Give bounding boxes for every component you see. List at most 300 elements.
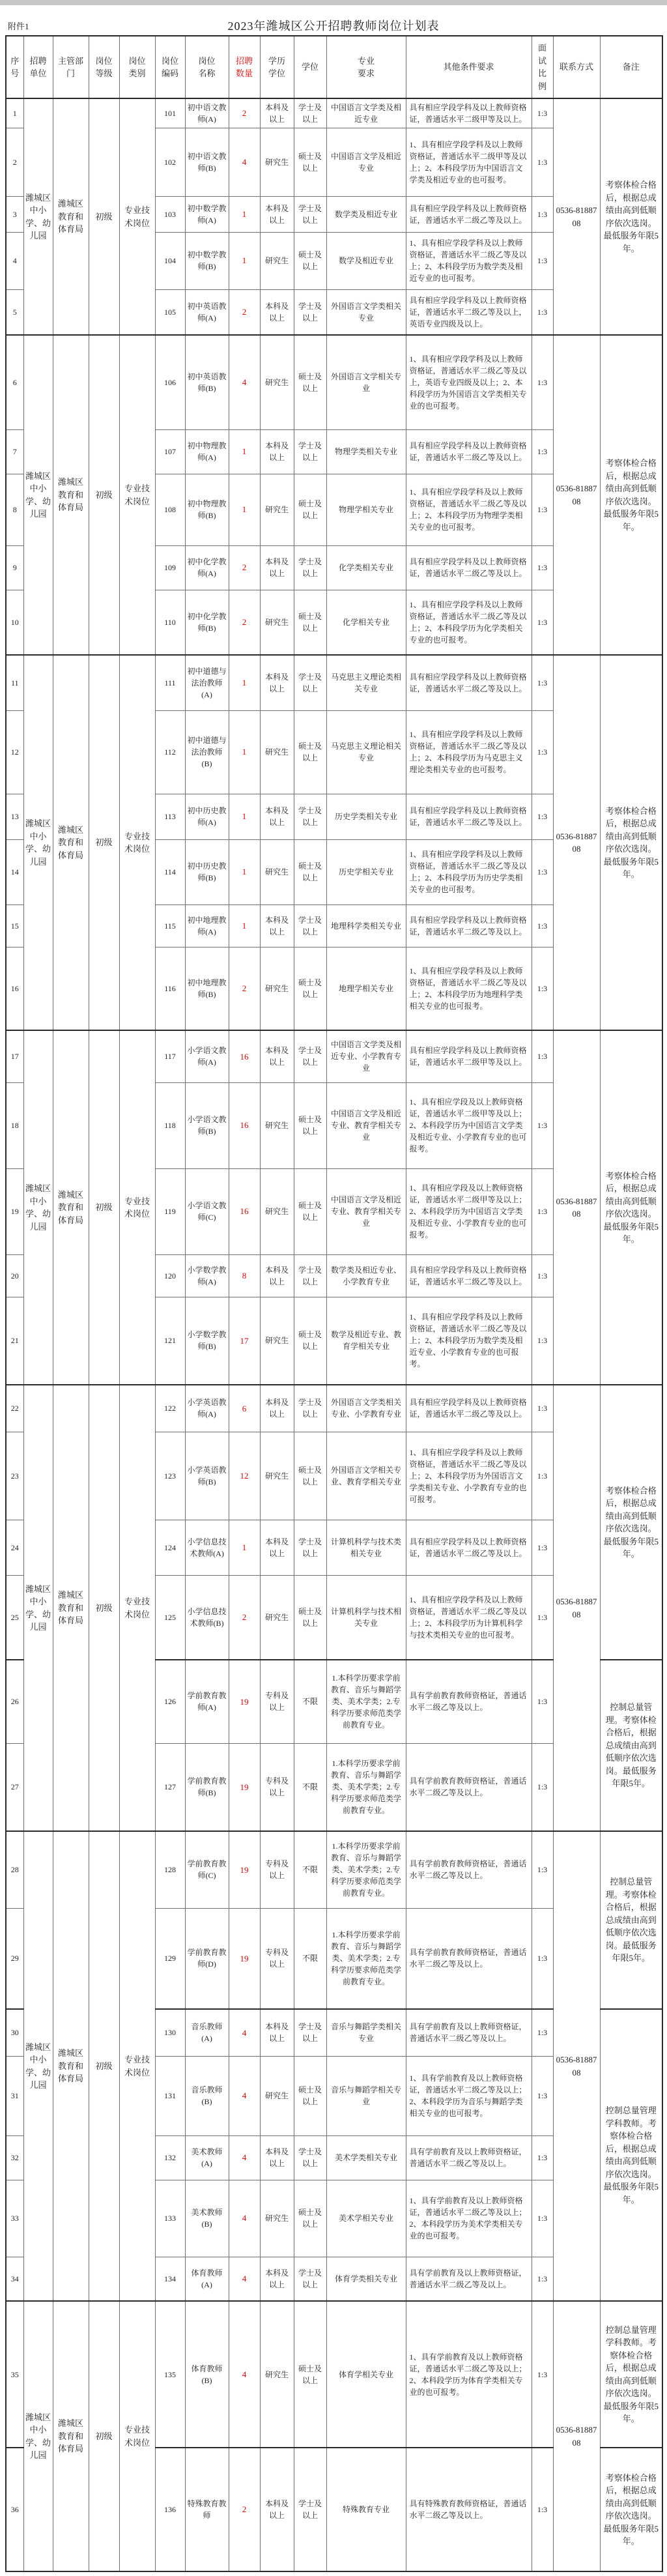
cell-major-requirement: 中国语言文学及相近专业、教育学相关专业 <box>326 1082 406 1168</box>
col-contact <box>553 36 600 98</box>
cell-other-requirements: 1、具有相应学段及以上教师资格证，普通话水平二级甲等及以上；2、本科段学历为中国语言文学类及相近专业、小学教育专业的也可报考。 <box>406 1168 532 1254</box>
cell-position-name: 小学信息技术教师(B) <box>185 1575 229 1660</box>
cell-interview-ratio: 1:3 <box>532 1297 553 1385</box>
cell-other-requirements: 1、具有相应学段学科及以上教师资格证，普通话水平二级乙等及以上；2、本科段学历为物理学类相关专业的也可报考。 <box>406 474 532 545</box>
cell-seq: 17 <box>6 1030 23 1082</box>
cell-interview-ratio: 1:3 <box>532 710 553 794</box>
cell-degree: 不限 <box>294 1743 326 1831</box>
cell-recruit-count: 1 <box>229 429 260 474</box>
cell-degree: 硕士及以上 <box>294 2056 326 2135</box>
cell-interview-ratio: 1:3 <box>532 196 553 232</box>
cell-seq: 26 <box>6 1660 23 1743</box>
cell-position-name: 初中地理教师(A) <box>185 904 229 947</box>
cell-interview-ratio: 1:3 <box>532 98 553 128</box>
cell-other-requirements: 具有相应学段学科及以上教师资格证，普通话水平二级乙等及以上。 <box>406 655 532 710</box>
cell-interview-ratio: 1:3 <box>532 947 553 1030</box>
cell-major-requirement: 特殊教育专业 <box>326 2448 406 2571</box>
cell-seq: 16 <box>6 947 23 1030</box>
cell-seq: 11 <box>6 655 23 710</box>
cell-major-requirement: 中国语言文学类及相近专业、小学教育专业 <box>326 1030 406 1082</box>
cell-degree: 硕士及以上 <box>294 232 326 289</box>
cell-position-code: 112 <box>155 710 185 794</box>
cell-major-requirement: 美术学相关专业 <box>326 2180 406 2257</box>
cell-recruit-count: 1 <box>229 794 260 839</box>
cell-position-name: 音乐教师(B) <box>185 2056 229 2135</box>
cell-recruit-count: 4 <box>229 2257 260 2301</box>
cell-other-requirements: 1、具有相应学段学科及以上教师资格证，普通话水平二级乙等及以上；2、本科段学历为历史学类相关专业的也可报考。 <box>406 839 532 904</box>
cell-position-name: 初中地理教师(B) <box>185 947 229 1030</box>
cell-major-requirement: 数学及相近专业、教育学相关专业 <box>326 1297 406 1385</box>
col-ratio-label: 面试比例 <box>537 43 546 91</box>
table-row <box>6 1831 662 1908</box>
cell-position-code: 129 <box>155 1908 185 2009</box>
cell-position-category: 专业技术岗位 <box>119 1831 155 2301</box>
cell-position-name: 初中道德与法治教师(B) <box>185 710 229 794</box>
cell-seq: 14 <box>6 839 23 904</box>
cell-contact-phone: 0536-8188708 <box>553 335 600 655</box>
cell-education: 专科及以上 <box>260 1908 294 2009</box>
cell-position-code: 128 <box>155 1831 185 1908</box>
cell-interview-ratio: 1:3 <box>532 2056 553 2135</box>
cell-seq: 2 <box>6 128 23 196</box>
cell-position-category: 专业技术岗位 <box>119 1385 155 1831</box>
cell-recruit-count: 4 <box>229 128 260 196</box>
cell-position-code: 125 <box>155 1575 185 1660</box>
cell-interview-ratio: 1:3 <box>532 289 553 335</box>
cell-recruit-count: 2 <box>229 289 260 335</box>
col-ratio <box>532 36 553 98</box>
cell-position-name: 初中历史教师(B) <box>185 839 229 904</box>
cell-other-requirements: 具有学前教育教师资格证，普通话水平二级乙等及以上。 <box>406 1908 532 2009</box>
cell-seq: 20 <box>6 1254 23 1297</box>
cell-other-requirements: 具有特殊教育教师资格证，普通话水平二级乙等及以上。 <box>406 2448 532 2571</box>
cell-position-name: 美术教师(B) <box>185 2180 229 2257</box>
col-seq <box>6 36 23 98</box>
col-category <box>119 36 155 98</box>
cell-education: 研究生 <box>260 1297 294 1385</box>
cell-other-requirements: 1、具有相应学段学科及以上教师资格证，普通话水平二级乙等及以上；2、本科段学历为数学类及相近专业、小学教育专业的也可报考。 <box>406 1297 532 1385</box>
cell-position-level: 初级 <box>89 2301 119 2571</box>
cell-recruit-count: 1 <box>229 1520 260 1575</box>
cell-other-requirements: 1、具有相应学段学科及以上教师资格证，普通话水平二级乙等及以上；2、本科段学历为地理科学类相关专业的也可报考。 <box>406 947 532 1030</box>
cell-education: 研究生 <box>260 474 294 545</box>
cell-major-requirement: 音乐与舞蹈学相关专业 <box>326 2056 406 2135</box>
cell-recruiting-unit: 潍城区中小学、幼儿园 <box>23 1831 53 2301</box>
cell-contact-phone: 0536-8188708 <box>553 1831 600 2301</box>
cell-position-code: 115 <box>155 904 185 947</box>
cell-position-code: 134 <box>155 2257 185 2301</box>
cell-interview-ratio: 1:3 <box>532 429 553 474</box>
cell-recruit-count: 1 <box>229 904 260 947</box>
cell-education: 本科及以上 <box>260 289 294 335</box>
cell-contact-phone: 0536-8188708 <box>553 98 600 335</box>
cell-degree: 学士及以上 <box>294 1254 326 1297</box>
cell-position-name: 小学英语教师(A) <box>185 1385 229 1432</box>
table-body <box>6 98 662 2571</box>
cell-interview-ratio: 1:3 <box>532 1743 553 1831</box>
cell-position-name: 初中化学教师(A) <box>185 545 229 590</box>
col-count-label: 招聘数量 <box>235 55 253 78</box>
cell-position-name: 体育教师(A) <box>185 2257 229 2301</box>
cell-degree: 硕士及以上 <box>294 947 326 1030</box>
cell-position-code: 106 <box>155 335 185 429</box>
cell-supervising-dept: 潍城区教育和体育局 <box>53 1385 89 1831</box>
cell-other-requirements: 具有相应学段学科及以上教师资格证，普通话水平二级乙等及以上。 <box>406 904 532 947</box>
cell-other-requirements: 具有学前教育教师资格证，普通话水平二级乙等及以上。 <box>406 1743 532 1831</box>
cell-interview-ratio: 1:3 <box>532 839 553 904</box>
cell-degree: 硕士及以上 <box>294 474 326 545</box>
cell-major-requirement: 地理科学类相关专业 <box>326 904 406 947</box>
cell-interview-ratio: 1:3 <box>532 2180 553 2257</box>
table-row <box>6 655 662 710</box>
cell-seq: 6 <box>6 335 23 429</box>
cell-education: 研究生 <box>260 335 294 429</box>
cell-degree: 学士及以上 <box>294 794 326 839</box>
title-bar <box>5 12 662 35</box>
cell-supervising-dept: 潍城区教育和体育局 <box>53 1831 89 2301</box>
cell-major-requirement: 1.本科学历要求学前教育、音乐与舞蹈学类、美术学类；2.专科学历要求师范类学前教育专业。 <box>326 1908 406 2009</box>
cell-position-name: 特殊教育教师 <box>185 2448 229 2571</box>
cell-recruit-count: 16 <box>229 1030 260 1082</box>
cell-interview-ratio: 1:3 <box>532 335 553 429</box>
cell-major-requirement: 1.本科学历要求学前教育、音乐与舞蹈学类、美术学类；2.专科学历要求师范类学前教育专业。 <box>326 1743 406 1831</box>
cell-education: 本科及以上 <box>260 98 294 128</box>
cell-position-name: 初中语文教师(B) <box>185 128 229 196</box>
cell-position-code: 122 <box>155 1385 185 1432</box>
cell-major-requirement: 化学类相关专业 <box>326 545 406 590</box>
cell-position-category: 专业技术岗位 <box>119 335 155 655</box>
cell-education: 研究生 <box>260 710 294 794</box>
cell-interview-ratio: 1:3 <box>532 1660 553 1743</box>
cell-education: 本科及以上 <box>260 1254 294 1297</box>
cell-degree: 学士及以上 <box>294 429 326 474</box>
cell-education: 本科及以上 <box>260 1385 294 1432</box>
cell-recruit-count: 16 <box>229 1082 260 1168</box>
cell-other-requirements: 1、具有相应学段学科及以上教师资格证，普通话水平二级乙等及以上，英语专业四级及以上；2、本科段学历为外国语言文学类相关专业的也可报考。 <box>406 335 532 429</box>
cell-position-code: 116 <box>155 947 185 1030</box>
cell-education: 本科及以上 <box>260 2135 294 2180</box>
cell-education: 研究生 <box>260 232 294 289</box>
cell-position-code: 136 <box>155 2448 185 2571</box>
cell-position-code: 113 <box>155 794 185 839</box>
cell-education: 研究生 <box>260 1432 294 1520</box>
cell-interview-ratio: 1:3 <box>532 590 553 655</box>
cell-position-category: 专业技术岗位 <box>119 2301 155 2571</box>
cell-interview-ratio: 1:3 <box>532 1432 553 1520</box>
cell-position-code: 123 <box>155 1432 185 1520</box>
cell-position-code: 126 <box>155 1660 185 1743</box>
cell-position-code: 121 <box>155 1297 185 1385</box>
cell-degree: 硕士及以上 <box>294 1082 326 1168</box>
cell-degree: 学士及以上 <box>294 655 326 710</box>
cell-recruiting-unit: 潍城区中小学、幼儿园 <box>23 98 53 335</box>
cell-position-name: 小学语文教师(C) <box>185 1168 229 1254</box>
cell-recruit-count: 2 <box>229 545 260 590</box>
cell-position-name: 学前教育教师(A) <box>185 1660 229 1743</box>
cell-major-requirement: 外国语言文学相关专业、教育学相关专业 <box>326 1432 406 1520</box>
cell-contact-phone: 0536-8188708 <box>553 655 600 1030</box>
col-seq-label: 序号 <box>10 55 20 78</box>
cell-supervising-dept: 潍城区教育和体育局 <box>53 335 89 655</box>
cell-seq: 1 <box>6 98 23 128</box>
cell-degree: 学士及以上 <box>294 2009 326 2056</box>
table-row <box>6 1030 662 1082</box>
cell-interview-ratio: 1:3 <box>532 2257 553 2301</box>
cell-position-name: 初中英语教师(A) <box>185 289 229 335</box>
cell-remark: 控制总量管理学科教师。考察体检合格后，根据总成绩由高到低顺序依次选岗。最低服务年限5年。 <box>600 2009 662 2301</box>
document-page <box>0 5 667 2576</box>
cell-seq: 31 <box>6 2056 23 2135</box>
cell-seq: 21 <box>6 1297 23 1385</box>
cell-major-requirement: 化学相关专业 <box>326 590 406 655</box>
cell-seq: 13 <box>6 794 23 839</box>
cell-position-name: 初中历史教师(A) <box>185 794 229 839</box>
cell-position-code: 127 <box>155 1743 185 1831</box>
cell-position-name: 学前教育教师(D) <box>185 1908 229 2009</box>
cell-major-requirement: 物理学相关专业 <box>326 474 406 545</box>
cell-education: 本科及以上 <box>260 196 294 232</box>
cell-interview-ratio: 1:3 <box>532 474 553 545</box>
cell-degree: 学士及以上 <box>294 2448 326 2571</box>
cell-position-code: 119 <box>155 1168 185 1254</box>
cell-education: 研究生 <box>260 2056 294 2135</box>
cell-seq: 27 <box>6 1743 23 1831</box>
cell-position-name: 体育教师(B) <box>185 2301 229 2448</box>
cell-degree: 硕士及以上 <box>294 2180 326 2257</box>
cell-recruit-count: 4 <box>229 2009 260 2056</box>
cell-major-requirement: 地理学相关专业 <box>326 947 406 1030</box>
cell-degree: 学士及以上 <box>294 1520 326 1575</box>
cell-major-requirement: 历史学类相关专业 <box>326 794 406 839</box>
cell-seq: 30 <box>6 2009 23 2056</box>
table-row <box>6 335 662 429</box>
cell-education: 研究生 <box>260 590 294 655</box>
cell-remark: 考察体检合格后，根据总成绩由高到低顺序依次选岗。最低服务年限5年。 <box>600 98 662 335</box>
cell-education: 研究生 <box>260 1168 294 1254</box>
col-code <box>155 36 185 98</box>
cell-major-requirement: 外国语言文学类相关专业 <box>326 289 406 335</box>
cell-major-requirement: 体育学类相关专业 <box>326 2257 406 2301</box>
cell-education: 本科及以上 <box>260 794 294 839</box>
cell-interview-ratio: 1:3 <box>532 1082 553 1168</box>
cell-position-level: 初级 <box>89 98 119 335</box>
cell-recruit-count: 1 <box>229 710 260 794</box>
cell-position-name: 初中英语教师(B) <box>185 335 229 429</box>
cell-education: 本科及以上 <box>260 655 294 710</box>
cell-seq: 8 <box>6 474 23 545</box>
cell-degree: 不限 <box>294 1660 326 1743</box>
cell-degree: 学士及以上 <box>294 2257 326 2301</box>
cell-other-requirements: 1、具有学前教育及以上教师资格证，普通话水平二级乙等及以上；2、本科段学历为体育学类相关专业的也可报考。 <box>406 2301 532 2448</box>
cell-education: 专科及以上 <box>260 1831 294 1908</box>
cell-recruit-count: 1 <box>229 196 260 232</box>
page-title: 2023年潍城区公开招聘教师岗位计划表 <box>227 20 440 33</box>
cell-other-requirements: 具有相应学段学科及以上教师资格证，普通话水平二级乙等及以上，英语专业四级及以上。 <box>406 289 532 335</box>
cell-recruit-count: 19 <box>229 1831 260 1908</box>
cell-major-requirement: 中国语言文学及相近专业、教育学相关专业 <box>326 1168 406 1254</box>
cell-education: 本科及以上 <box>260 1030 294 1082</box>
cell-major-requirement: 数学类及相近专业、小学教育专业 <box>326 1254 406 1297</box>
cell-position-code: 131 <box>155 2056 185 2135</box>
cell-position-code: 109 <box>155 545 185 590</box>
cell-degree: 不限 <box>294 1908 326 2009</box>
col-code-label: 岗位编码 <box>161 55 178 78</box>
cell-interview-ratio: 1:3 <box>532 2448 553 2571</box>
cell-recruit-count: 19 <box>229 1908 260 2009</box>
cell-contact-phone: 0536-8188708 <box>553 2301 600 2571</box>
col-other <box>406 36 532 98</box>
cell-recruit-count: 2 <box>229 947 260 1030</box>
cell-degree: 学士及以上 <box>294 289 326 335</box>
cell-other-requirements: 具有学前教育教师资格证，普通话水平二级乙等及以上。 <box>406 1660 532 1743</box>
cell-other-requirements: 1、具有相应学段学科及以上教师资格证，普通话水平二级乙等及以上；2、本科段学历为马克思主义理论类相关专业的也可报考。 <box>406 710 532 794</box>
cell-interview-ratio: 1:3 <box>532 1520 553 1575</box>
cell-position-code: 132 <box>155 2135 185 2180</box>
cell-other-requirements: 1、具有相应学段学科及以上教师资格证，普通话水平二级乙等及以上；2、本科段学历为计算机科学与技术类相关专业的也可报考。 <box>406 1575 532 1660</box>
cell-education: 研究生 <box>260 2180 294 2257</box>
cell-position-name: 初中语文教师(A) <box>185 98 229 128</box>
cell-seq: 3 <box>6 196 23 232</box>
cell-position-category: 专业技术岗位 <box>119 1030 155 1385</box>
cell-major-requirement: 数学类及相近专业 <box>326 196 406 232</box>
cell-degree: 硕士及以上 <box>294 335 326 429</box>
cell-major-requirement: 中国语言文学类及相近专业 <box>326 98 406 128</box>
cell-degree: 硕士及以上 <box>294 1432 326 1520</box>
cell-education: 研究生 <box>260 947 294 1030</box>
cell-other-requirements: 1、具有相应学段学科及以上教师资格证，普通话水平二级乙等及以上；2、本科段学历为数学类及相近专业的也可报考。 <box>406 232 532 289</box>
cell-other-requirements: 具有学前教育及以上教师资格证，普通话水平二级乙等及以上。 <box>406 2009 532 2056</box>
cell-seq: 28 <box>6 1831 23 1908</box>
cell-contact-phone: 0536-8188708 <box>553 1385 600 1831</box>
cell-education: 本科及以上 <box>260 545 294 590</box>
cell-other-requirements: 具有学前教育及以上教师资格证，普通话水平二级乙等及以上。 <box>406 2257 532 2301</box>
cell-position-code: 107 <box>155 429 185 474</box>
cell-seq: 19 <box>6 1168 23 1254</box>
cell-degree: 不限 <box>294 1831 326 1908</box>
cell-recruit-count: 2 <box>229 2448 260 2571</box>
cell-education: 本科及以上 <box>260 904 294 947</box>
cell-interview-ratio: 1:3 <box>532 794 553 839</box>
cell-major-requirement: 1.本科学历要求学前教育、音乐与舞蹈学类、美术学类；2.专科学历要求师范类学前教育专业。 <box>326 1660 406 1743</box>
cell-recruiting-unit: 潍城区中小学、幼儿园 <box>23 1030 53 1385</box>
cell-education: 研究生 <box>260 2301 294 2448</box>
cell-seq: 23 <box>6 1432 23 1520</box>
cell-education: 专科及以上 <box>260 1660 294 1743</box>
cell-major-requirement: 马克思主义理论相关专业 <box>326 710 406 794</box>
cell-other-requirements: 1、具有相应学段学科及以上教师资格证，普通话水平二级乙等及以上；2、本科段学历为化学类相关专业的也可报考。 <box>406 590 532 655</box>
cell-remark: 考察体检合格后，根据总成绩由高到低顺序依次选岗。最低服务年限5年。 <box>600 2448 662 2571</box>
cell-major-requirement: 外国语言文学相关专业 <box>326 335 406 429</box>
cell-recruit-count: 1 <box>229 839 260 904</box>
cell-position-code: 110 <box>155 590 185 655</box>
cell-major-requirement: 马克思主义理论类相关专业 <box>326 655 406 710</box>
col-contact-label: 联系方式 <box>559 62 593 72</box>
cell-interview-ratio: 1:3 <box>532 1908 553 2009</box>
cell-interview-ratio: 1:3 <box>532 2135 553 2180</box>
col-count <box>229 36 260 98</box>
cell-interview-ratio: 1:3 <box>532 1030 553 1082</box>
cell-recruit-count: 1 <box>229 655 260 710</box>
cell-position-level: 初级 <box>89 1385 119 1831</box>
cell-education: 研究生 <box>260 1082 294 1168</box>
cell-position-category: 专业技术岗位 <box>119 655 155 1030</box>
cell-position-code: 114 <box>155 839 185 904</box>
cell-position-level: 初级 <box>89 1831 119 2301</box>
cell-education: 本科及以上 <box>260 429 294 474</box>
cell-seq: 9 <box>6 545 23 590</box>
col-name-label: 岗位名称 <box>198 55 216 78</box>
cell-position-name: 初中物理教师(A) <box>185 429 229 474</box>
cell-recruiting-unit: 潍城区中小学、幼儿园 <box>23 2301 53 2571</box>
cell-position-name: 初中物理教师(B) <box>185 474 229 545</box>
recruitment-plan-table <box>5 35 663 2572</box>
cell-education: 本科及以上 <box>260 1520 294 1575</box>
table-row <box>6 1385 662 1432</box>
cell-seq: 12 <box>6 710 23 794</box>
attachment-label: 附件1 <box>8 22 29 31</box>
cell-position-code: 133 <box>155 2180 185 2257</box>
cell-position-name: 小学信息技术教师(A) <box>185 1520 229 1575</box>
cell-major-requirement: 物理学类相关专业 <box>326 429 406 474</box>
cell-interview-ratio: 1:3 <box>532 1385 553 1432</box>
cell-other-requirements: 1、具有学前教育及以上教师资格证，普通话水平二级乙等及以上；2、本科段学历为音乐与舞蹈学类相关专业的也可报考。 <box>406 2056 532 2135</box>
cell-recruiting-unit: 潍城区中小学、幼儿园 <box>23 335 53 655</box>
cell-recruit-count: 19 <box>229 1743 260 1831</box>
cell-degree: 学士及以上 <box>294 2135 326 2180</box>
cell-recruit-count: 4 <box>229 2135 260 2180</box>
cell-recruit-count: 2 <box>229 1575 260 1660</box>
cell-recruiting-unit: 潍城区中小学、幼儿园 <box>23 1385 53 1831</box>
cell-interview-ratio: 1:3 <box>532 655 553 710</box>
cell-education: 研究生 <box>260 128 294 196</box>
cell-position-code: 104 <box>155 232 185 289</box>
cell-position-name: 初中化学教师(B) <box>185 590 229 655</box>
cell-position-name: 音乐教师(A) <box>185 2009 229 2056</box>
cell-other-requirements: 具有相应学段学科及以上教师资格证，普通话水平二级乙等及以上。 <box>406 545 532 590</box>
col-degree-label: 学位 <box>301 62 319 72</box>
cell-position-name: 美术教师(A) <box>185 2135 229 2180</box>
col-degree <box>294 36 326 98</box>
cell-degree: 硕士及以上 <box>294 710 326 794</box>
cell-other-requirements: 1、具有相应学段及以上教师资格证，普通话水平二级甲等及以上；2、本科段学历为中国语言文学类及相近专业、小学教育专业的也可报考。 <box>406 1082 532 1168</box>
cell-recruit-count: 4 <box>229 2180 260 2257</box>
cell-remark: 考察体检合格后，根据总成绩由高到低顺序依次选岗。最低服务年限5年。 <box>600 1385 662 1660</box>
cell-supervising-dept: 潍城区教育和体育局 <box>53 98 89 335</box>
col-edu-label: 学历学位 <box>268 55 285 78</box>
cell-position-name: 学前教育教师(B) <box>185 1743 229 1831</box>
col-edu <box>260 36 294 98</box>
cell-education: 本科及以上 <box>260 2009 294 2056</box>
cell-major-requirement: 外国语言文学类相关专业、小学教育专业 <box>326 1385 406 1432</box>
cell-position-name: 小学英语教师(B) <box>185 1432 229 1520</box>
cell-other-requirements: 1、具有学前教育及以上教师资格证，普通话水平二级乙等及以上；2、本科段学历为美术学类相关专业的也可报考。 <box>406 2180 532 2257</box>
cell-education: 研究生 <box>260 1575 294 1660</box>
cell-degree: 硕士及以上 <box>294 2301 326 2448</box>
cell-major-requirement: 中国语言文学及相近专业 <box>326 128 406 196</box>
cell-position-code: 105 <box>155 289 185 335</box>
col-level <box>89 36 119 98</box>
table-row <box>6 98 662 128</box>
col-major-label: 专业要求 <box>357 55 375 78</box>
cell-degree: 硕士及以上 <box>294 128 326 196</box>
cell-other-requirements: 1、具有相应学段学科及以上教师资格证，普通话水平二级乙等及以上；2、本科段学历为外国语言文学类相关专业、小学教育专业的也可报考。 <box>406 1432 532 1520</box>
cell-recruit-count: 19 <box>229 1660 260 1743</box>
cell-major-requirement: 计算机科学与技术类相关专业 <box>326 1520 406 1575</box>
cell-degree: 学士及以上 <box>294 196 326 232</box>
cell-other-requirements: 具有相应学段学科及以上教师资格证，普通话水平二级甲等及以上。 <box>406 1030 532 1082</box>
col-dept-label: 主管部门 <box>57 55 83 78</box>
cell-recruit-count: 4 <box>229 2056 260 2135</box>
